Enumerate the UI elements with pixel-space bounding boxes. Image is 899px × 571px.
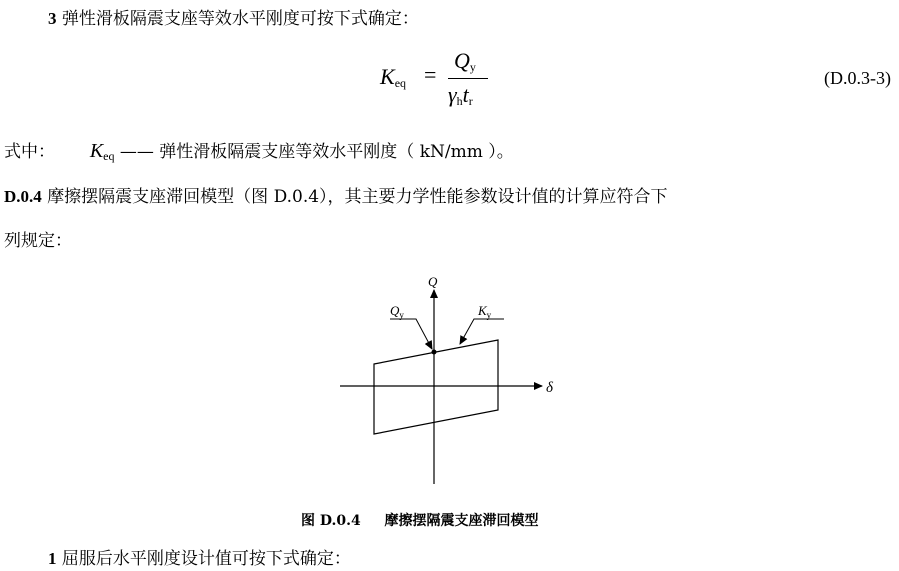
hysteresis-diagram [320, 262, 580, 492]
yield-point [432, 350, 437, 355]
where-desc: 弹性滑板隔震支座等效水平刚度（ kN/mm ）。 [159, 142, 514, 162]
where-line [4, 140, 514, 167]
axis-label-q: Q [428, 274, 438, 289]
label-ky: $K_y$ [478, 303, 492, 320]
paragraph-d04-line1 [4, 186, 668, 208]
hysteresis-loop [374, 340, 498, 434]
item-number: 1 [48, 549, 57, 568]
paragraph-text: 摩擦摆隔震支座滞回模型（图 D.0.4），其主要力学性能参数设计值的计算应符合下 [47, 187, 668, 207]
formula-denominator: $\gamma_ht_r$ [448, 82, 473, 108]
paragraph-text: 弹性滑板隔震支座等效水平刚度可按下式确定： [61, 9, 419, 29]
formula-numerator: $Q_y$ [454, 48, 476, 74]
formula-keq [380, 42, 500, 122]
figure-caption [301, 510, 539, 530]
item-number: 3 [48, 9, 57, 28]
where-dash: —— [119, 142, 154, 162]
section-number: D.0.4 [4, 187, 42, 206]
equation-number: (D.0.3-3) [824, 68, 891, 88]
paragraph-text: 屈服后水平刚度设计值可按下式确定： [61, 549, 351, 569]
axis-label-delta: δ [546, 380, 553, 396]
hysteresis-figure [320, 262, 580, 492]
fraction-bar [448, 78, 488, 79]
qy-leader [390, 319, 432, 349]
label-qy: $Q_y$ [390, 303, 404, 320]
paragraph-text: 列规定： [4, 231, 72, 251]
formula-equals: = [424, 62, 437, 87]
caption-number: 图 D.0.4 [301, 513, 361, 529]
formula-lhs: $K_{eq}$ [380, 64, 407, 90]
paragraph-d04-line2 [4, 230, 72, 252]
caption-title: 摩擦摆隔震支座滞回模型 [384, 513, 539, 529]
paragraph-item-3 [48, 8, 419, 30]
paragraph-item-1 [48, 548, 351, 570]
where-lead: 式中： [4, 142, 55, 162]
where-symbol: $K_{eq}$ [89, 140, 115, 163]
